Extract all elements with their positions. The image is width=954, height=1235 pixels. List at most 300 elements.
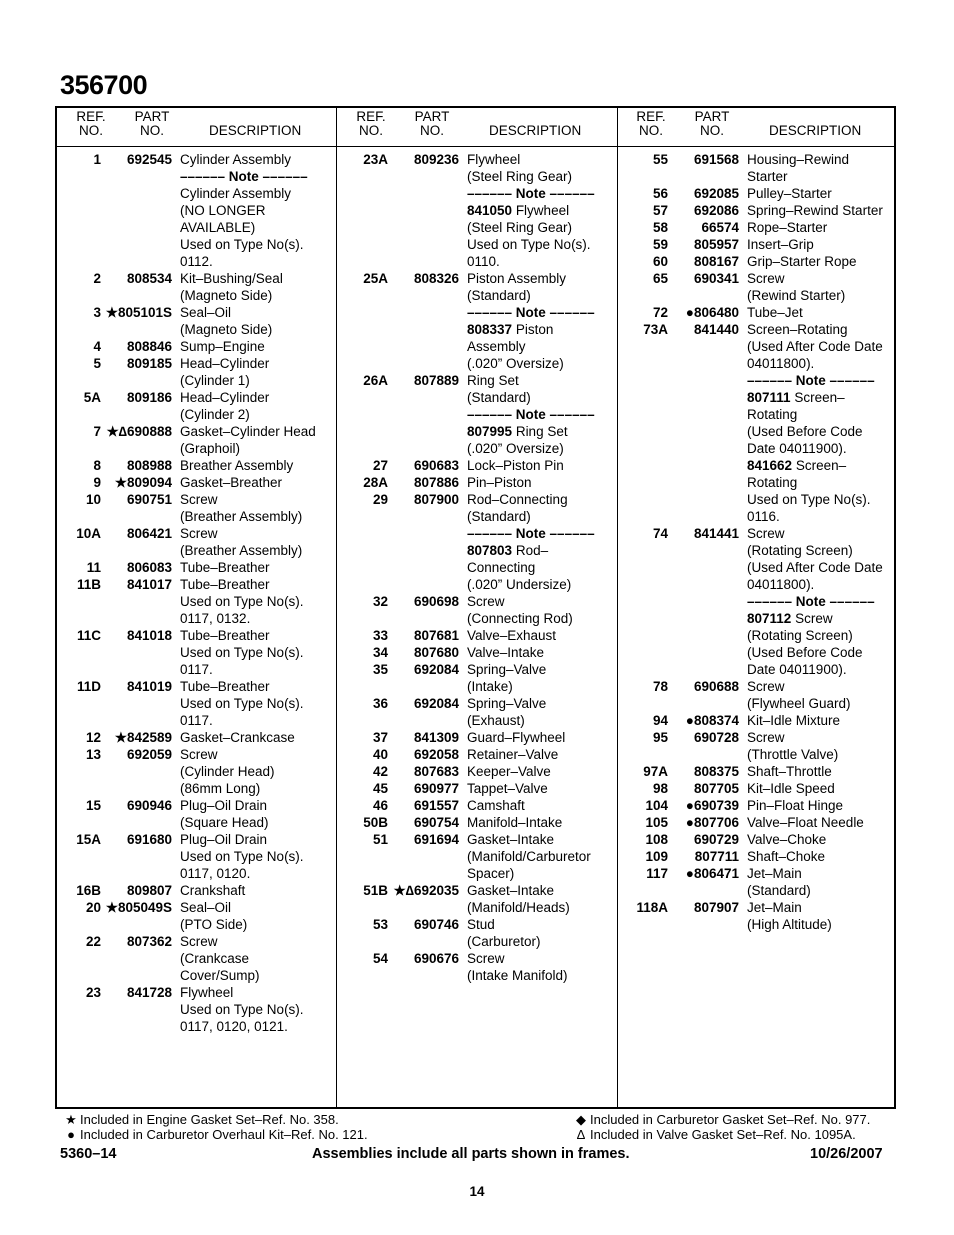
header-no: NO.: [699, 123, 724, 138]
description-line: Guard–Flywheel: [467, 730, 566, 745]
part-description: [467, 491, 617, 593]
ref-number: 40: [372, 747, 388, 762]
column-divider: [617, 108, 618, 1107]
part-number: 807711: [694, 849, 739, 864]
description-line: (Throttle Valve): [747, 747, 839, 762]
description-line: 0117, 0120.: [180, 866, 251, 881]
description-line: Screw: [180, 934, 218, 949]
description-line: Grip–Starter Rope: [747, 254, 857, 269]
description-line: Screw: [467, 951, 505, 966]
part-row: [57, 576, 336, 627]
part-row: [57, 525, 336, 559]
description-line: 0117.: [180, 713, 213, 728]
description-line: Tappet–Valve: [467, 781, 548, 796]
part-number: 809236: [413, 152, 459, 167]
description-line: (Used After Code Date: [747, 560, 883, 575]
description-line: Valve–Intake: [467, 645, 545, 660]
part-description: [180, 270, 336, 304]
description-line: (Used After Code Date: [747, 339, 883, 354]
part-row: [624, 185, 898, 202]
description-line: (Intake): [467, 679, 513, 694]
description-line: Used on Type No(s).: [180, 237, 304, 252]
parts-column-2: [344, 151, 617, 984]
part-row: [57, 423, 336, 457]
part-number: 691568: [693, 152, 739, 167]
ref-number: 51B: [363, 883, 388, 898]
part-number: 690946: [126, 798, 172, 813]
part-number: 692084: [413, 662, 459, 677]
description-line: 04011800).: [747, 356, 815, 371]
description-line: (Intake Manifold): [467, 968, 568, 983]
description-line: (Rewind Starter): [747, 288, 846, 303]
description-line: Starter: [747, 169, 788, 184]
description-line: Jet–Main: [747, 900, 802, 915]
header-ref: REF.: [356, 109, 386, 124]
description-line: Tube–Breather: [180, 628, 270, 643]
description-line: Cylinder Assembly: [180, 186, 292, 201]
substitute-part: 807995 Ring Set: [467, 424, 568, 439]
part-description: [747, 202, 898, 219]
part-number: 808988: [126, 458, 172, 473]
ref-number: 72: [652, 305, 668, 320]
part-row: [624, 865, 898, 899]
part-description: [467, 474, 617, 491]
ref-number: 105: [645, 815, 668, 830]
part-row: [624, 678, 898, 712]
description-line: Spring–Rewind Starter: [747, 203, 883, 218]
part-row: [624, 814, 898, 831]
ref-number: 10: [85, 492, 101, 507]
part-description: [467, 372, 617, 457]
ref-number: 59: [652, 237, 668, 252]
part-number: 841728: [126, 985, 172, 1000]
part-description: [747, 797, 898, 814]
description-line: Spring–Valve: [467, 662, 547, 677]
note-separator: –––––– Note ––––––: [467, 305, 595, 320]
ref-number: 25A: [363, 271, 388, 286]
footnotes-left: [62, 1112, 368, 1142]
header-ref: REF.: [76, 109, 106, 124]
part-number: 66574: [701, 220, 739, 235]
description-line: Valve–Choke: [747, 832, 827, 847]
part-description: [467, 831, 617, 882]
ref-number: 11C: [76, 628, 101, 643]
part-number: 691694: [413, 832, 459, 847]
part-row: [57, 933, 336, 984]
part-description: [180, 304, 336, 338]
ref-number: 51: [372, 832, 388, 847]
ref-number: 23: [85, 985, 101, 1000]
description-line: 0117, 0120, 0121.: [180, 1019, 288, 1034]
part-number: 807683: [413, 764, 459, 779]
part-row: [344, 746, 617, 763]
description-line: 0112.: [180, 254, 213, 269]
description-line: Sump–Engine: [180, 339, 265, 354]
description-line: Date 04011900).: [747, 441, 847, 456]
description-line: (Used Before Code: [747, 645, 863, 660]
footnotes-right: [572, 1112, 870, 1142]
header-part: PART: [134, 109, 170, 124]
part-number: 690729: [693, 832, 739, 847]
ref-number: 3: [93, 305, 101, 320]
page-title: 356700: [60, 70, 148, 100]
description-line: Head–Cylinder: [180, 390, 270, 405]
part-description: [747, 831, 898, 848]
description-line: Date 04011900).: [747, 662, 847, 677]
part-row: [624, 763, 898, 780]
description-line: (Flywheel Guard): [747, 696, 851, 711]
ref-number: 57: [652, 203, 668, 218]
part-row: [344, 780, 617, 797]
description-line: Flywheel: [467, 152, 521, 167]
description-line: Screw: [180, 526, 218, 541]
description-line: Gasket–Crankcase: [180, 730, 295, 745]
description-line: Stud: [467, 917, 495, 932]
part-number: 808326: [413, 271, 459, 286]
part-row: [57, 984, 336, 1035]
part-number: 807705: [693, 781, 739, 796]
description-line: (Used Before Code: [747, 424, 863, 439]
description-line: (86mm Long): [180, 781, 261, 796]
ref-number: 98: [652, 781, 668, 796]
part-number: ★805049S: [105, 900, 172, 915]
part-description: [747, 780, 898, 797]
description-line: Gasket–Intake: [467, 832, 555, 847]
part-number: 807681: [413, 628, 459, 643]
ref-number: 4: [93, 339, 101, 354]
part-description: [180, 423, 336, 457]
part-row: [624, 151, 898, 185]
part-description: [180, 899, 336, 933]
part-description: [747, 185, 898, 202]
parts-table: [55, 106, 896, 1109]
description-line: Cylinder Assembly: [180, 152, 292, 167]
part-number: 690754: [413, 815, 459, 830]
part-number: 808375: [693, 764, 739, 779]
description-line: Used on Type No(s).: [467, 237, 591, 252]
part-row: [57, 151, 336, 270]
ref-number: 23A: [363, 152, 388, 167]
description-line: Keeper–Valve: [467, 764, 551, 779]
part-row: [344, 457, 617, 474]
part-number: 690698: [413, 594, 459, 609]
part-description: [180, 355, 336, 389]
description-line: (.020” Oversize): [467, 356, 564, 371]
description-line: 0116.: [747, 509, 780, 524]
ref-number: 53: [372, 917, 388, 932]
ref-number: 22: [85, 934, 101, 949]
ref-number: 36: [372, 696, 388, 711]
part-number: 808534: [126, 271, 172, 286]
part-description: [467, 797, 617, 814]
part-description: [747, 763, 898, 780]
description-line: Plug–Oil Drain: [180, 798, 268, 813]
description-line: Camshaft: [467, 798, 525, 813]
part-row: [344, 814, 617, 831]
part-row: [344, 950, 617, 984]
ref-number: 26A: [363, 373, 388, 388]
ref-number: 2: [93, 271, 101, 286]
note-separator: –––––– Note ––––––: [467, 407, 595, 422]
part-row: [344, 797, 617, 814]
part-row: [624, 797, 898, 814]
part-number: 841019: [126, 679, 172, 694]
description-line: Used on Type No(s).: [180, 696, 304, 711]
part-row: [344, 661, 617, 695]
description-line: Lock–Piston Pin: [467, 458, 564, 473]
description-line: Flywheel: [180, 985, 234, 1000]
part-row: [57, 678, 336, 729]
footer-statement: Assemblies include all parts shown in frames.: [312, 1146, 630, 1162]
part-number: 692059: [126, 747, 172, 762]
description-line: (Magneto Side): [180, 322, 273, 337]
part-row: [624, 525, 898, 678]
description-line: Used on Type No(s).: [747, 492, 871, 507]
part-number: ●690739: [685, 798, 739, 813]
ref-number: 55: [652, 152, 668, 167]
part-number: ●807706: [685, 815, 739, 830]
part-row: [624, 304, 898, 321]
ref-number: 5: [93, 356, 101, 371]
part-row: [624, 831, 898, 848]
header-description: DESCRIPTION: [489, 123, 582, 138]
part-description: [747, 729, 898, 763]
description-line: Tube–Breather: [180, 560, 270, 575]
part-description: [467, 780, 617, 797]
description-line: (.020” Undersize): [467, 577, 572, 592]
description-line: Screen–Rotating: [747, 322, 848, 337]
description-line: (Manifold/Carburetor: [467, 849, 591, 864]
part-description: [747, 253, 898, 270]
description-line: Manifold–Intake: [467, 815, 563, 830]
part-number: 841441: [693, 526, 739, 541]
part-description: [747, 270, 898, 304]
part-number: 807886: [413, 475, 459, 490]
part-row: [344, 831, 617, 882]
part-number: ★842589: [114, 730, 172, 745]
part-number: 807900: [413, 492, 459, 507]
part-number: 692085: [693, 186, 739, 201]
part-row: [57, 338, 336, 355]
part-description: [180, 525, 336, 559]
document-number: 5360–14: [60, 1146, 117, 1162]
part-number: ★809094: [114, 475, 172, 490]
part-number: 690688: [693, 679, 739, 694]
description-line: (Rotating Screen): [747, 543, 853, 558]
part-description: [467, 950, 617, 984]
part-number: ★∆690888: [106, 424, 172, 439]
part-row: [57, 797, 336, 831]
ref-number: 1: [93, 152, 101, 167]
note-separator: –––––– Note ––––––: [467, 526, 595, 541]
part-row: [344, 491, 617, 593]
ref-number: 9: [93, 475, 101, 490]
header-no: NO.: [358, 123, 383, 138]
description-line: 0117.: [180, 662, 213, 677]
part-row: [57, 899, 336, 933]
substitute-part: 807112 Screw: [747, 611, 833, 626]
part-description: [467, 661, 617, 695]
part-number: 690728: [693, 730, 739, 745]
part-number: 807889: [413, 373, 459, 388]
part-row: [57, 304, 336, 338]
part-row: [57, 491, 336, 525]
part-number: 807362: [126, 934, 172, 949]
part-number: 690746: [413, 917, 459, 932]
description-line: (High Altitude): [747, 917, 832, 932]
description-line: Gasket–Intake: [467, 883, 555, 898]
part-description: [180, 627, 336, 678]
part-description: [747, 236, 898, 253]
part-row: [344, 729, 617, 746]
part-number: 808846: [126, 339, 172, 354]
ref-number: 16B: [76, 883, 101, 898]
description-line: Used on Type No(s).: [180, 849, 304, 864]
part-row: [344, 627, 617, 644]
description-line: Insert–Grip: [747, 237, 814, 252]
description-line: Tube–Jet: [747, 305, 803, 320]
description-line: Assembly: [467, 339, 526, 354]
description-line: Pin–Float Hinge: [747, 798, 844, 813]
substitute-part: 808337 Piston: [467, 322, 554, 337]
note-separator: –––––– Note ––––––: [467, 186, 595, 201]
ref-number: 74: [652, 526, 668, 541]
description-line: Screw: [747, 730, 785, 745]
ref-number: 78: [652, 679, 668, 694]
ref-number: 58: [652, 220, 668, 235]
ref-number: 29: [372, 492, 388, 507]
part-description: [180, 729, 336, 746]
description-line: Screw: [180, 747, 218, 762]
note-separator: –––––– Note ––––––: [747, 373, 875, 388]
note-separator: –––––– Note ––––––: [180, 169, 308, 184]
description-line: (Manifold/Heads): [467, 900, 570, 915]
description-line: (Standard): [467, 288, 531, 303]
column-divider: [336, 108, 337, 1107]
part-description: [467, 763, 617, 780]
part-description: [180, 746, 336, 797]
part-row: [344, 882, 617, 916]
description-line: Kit–Bushing/Seal: [180, 271, 283, 286]
ref-number: 37: [372, 730, 388, 745]
header-no: NO.: [419, 123, 444, 138]
description-line: Used on Type No(s).: [180, 645, 304, 660]
description-line: Shaft–Choke: [747, 849, 826, 864]
ref-number: 12: [85, 730, 101, 745]
part-description: [747, 848, 898, 865]
description-line: (Breather Assembly): [180, 509, 303, 524]
part-row: [57, 559, 336, 576]
part-description: [467, 729, 617, 746]
substitute-part: 841050 Flywheel: [467, 203, 570, 218]
part-description: [180, 933, 336, 984]
description-line: 04011800).: [747, 577, 815, 592]
description-line: Rotating: [747, 407, 798, 422]
ref-number: 13: [85, 747, 101, 762]
part-row: [624, 729, 898, 763]
part-description: [747, 151, 898, 185]
ref-number: 118A: [636, 900, 668, 915]
description-line: (Steel Ring Gear): [467, 220, 573, 235]
description-line: Tube–Breather: [180, 679, 270, 694]
description-line: Screw: [180, 492, 218, 507]
substitute-part: 807803 Rod–: [467, 543, 549, 558]
star-icon: ★: [65, 1112, 77, 1127]
part-number: 807680: [413, 645, 459, 660]
part-row: [624, 899, 898, 933]
part-row: [344, 151, 617, 270]
part-number: 692084: [413, 696, 459, 711]
part-description: [747, 304, 898, 321]
part-number: 692086: [693, 203, 739, 218]
part-description: [747, 865, 898, 899]
description-line: (Crankcase: [180, 951, 250, 966]
part-row: [344, 593, 617, 627]
description-line: (Standard): [747, 883, 811, 898]
description-line: Crankshaft: [180, 883, 246, 898]
diamond-icon: ◆: [576, 1112, 586, 1127]
ref-number: 97A: [643, 764, 668, 779]
description-line: Used on Type No(s).: [180, 1002, 304, 1017]
footnote: ★ Included in Engine Gasket Set–Ref. No. 358.: [62, 1112, 368, 1127]
description-line: (Breather Assembly): [180, 543, 303, 558]
description-line: Ring Set: [467, 373, 519, 388]
description-line: (Square Head): [180, 815, 269, 830]
part-row: [624, 321, 898, 525]
part-row: [344, 644, 617, 661]
part-description: [180, 984, 336, 1035]
ref-number: 5A: [83, 390, 101, 405]
header-part: PART: [694, 109, 730, 124]
description-line: 0117, 0132.: [180, 611, 251, 626]
part-description: [467, 457, 617, 474]
ref-number: 54: [372, 951, 388, 966]
ref-number: 32: [372, 594, 388, 609]
ref-number: 34: [372, 645, 388, 660]
ref-number: 94: [652, 713, 668, 728]
ref-number: 60: [652, 254, 668, 269]
part-description: [180, 576, 336, 627]
description-line: Pulley–Starter: [747, 186, 832, 201]
header-description: DESCRIPTION: [209, 123, 302, 138]
description-line: AVAILABLE): [180, 220, 256, 235]
ref-number: 46: [372, 798, 388, 813]
part-description: [180, 491, 336, 525]
ref-number: 117: [646, 866, 668, 881]
description-line: Plug–Oil Drain: [180, 832, 268, 847]
part-number: 690751: [126, 492, 172, 507]
description-line: Shaft–Throttle: [747, 764, 832, 779]
header-no: NO.: [139, 123, 164, 138]
part-description: [467, 814, 617, 831]
part-number: 808167: [693, 254, 739, 269]
part-number: ●806471: [685, 866, 739, 881]
part-description: [467, 644, 617, 661]
part-row: [57, 729, 336, 746]
header-description: DESCRIPTION: [769, 123, 862, 138]
ref-number: 42: [372, 764, 388, 779]
part-row: [624, 219, 898, 236]
bullet-icon: ●: [67, 1127, 75, 1142]
description-line: Seal–Oil: [180, 305, 232, 320]
description-line: (Carburetor): [467, 934, 541, 949]
description-line: Spring–Valve: [467, 696, 547, 711]
part-row: [344, 695, 617, 729]
part-row: [344, 372, 617, 457]
part-row: [57, 457, 336, 474]
footnote: ◆ Included in Carburetor Gasket Set–Ref. No. 977.: [572, 1112, 870, 1127]
part-number: 841440: [693, 322, 739, 337]
